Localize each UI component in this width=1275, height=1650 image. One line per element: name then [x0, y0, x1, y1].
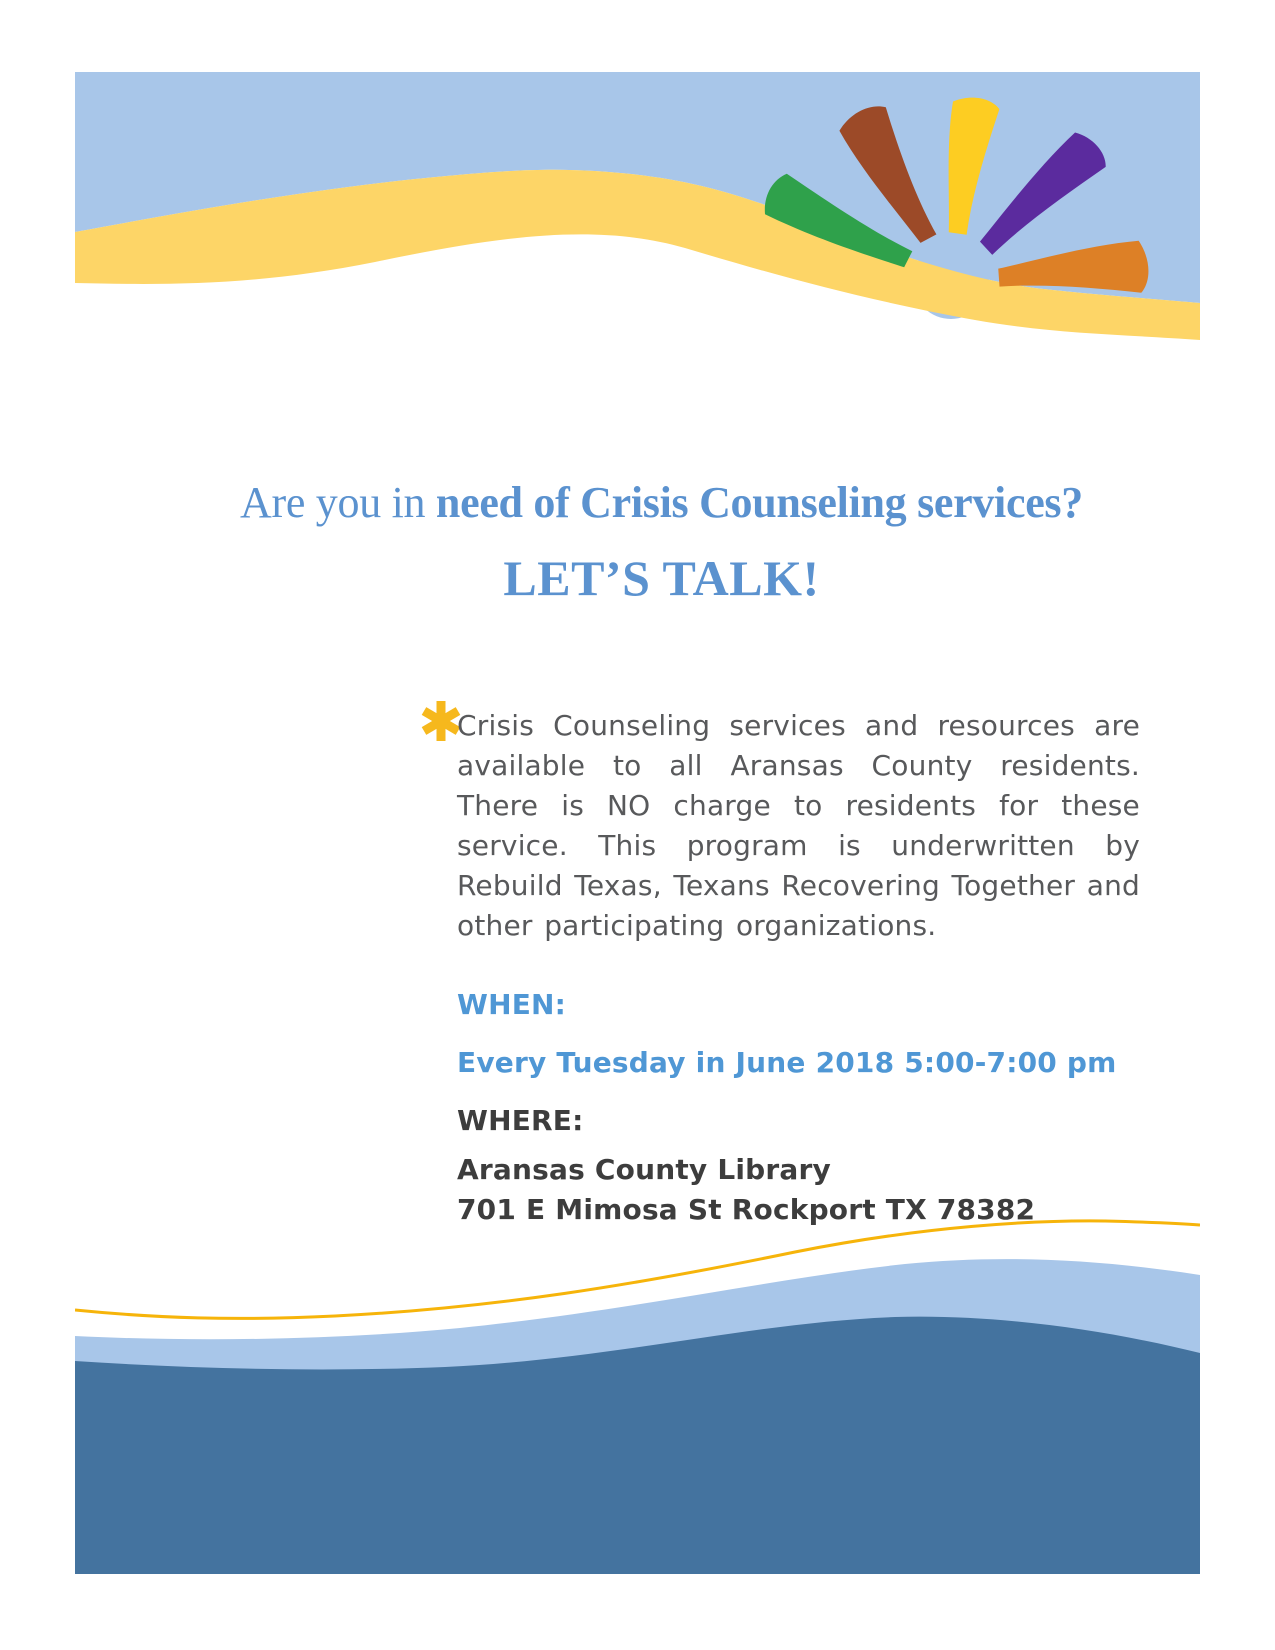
- when-label: WHEN:: [457, 988, 567, 1021]
- asterisk-icon: [420, 698, 462, 744]
- headline-cta: LET’S TALK!: [503, 550, 820, 606]
- footer-wave-graphic: [75, 1190, 1200, 1574]
- where-venue: Aransas County Library: [457, 1153, 831, 1186]
- headline-prefix: Are you in: [240, 478, 436, 527]
- header-wave-graphic: [75, 72, 1200, 352]
- where-address: 701 E Mimosa St Rockport TX 78382: [457, 1193, 1036, 1226]
- headline: [75, 478, 1200, 529]
- body-paragraph: Crisis Counseling services and resources are available to all Aransas County residents. There is NO charge to residents for these service. This program is underwritten by Rebuild Texas, Texans Recovering Together and other participating organizations.: [457, 709, 1140, 942]
- where-label: WHERE:: [457, 1104, 584, 1137]
- when-value: Every Tuesday in June 2018 5:00-7:00 pm: [457, 1046, 1117, 1079]
- headline-emphasis: need of Crisis Counseling services?: [435, 478, 1083, 527]
